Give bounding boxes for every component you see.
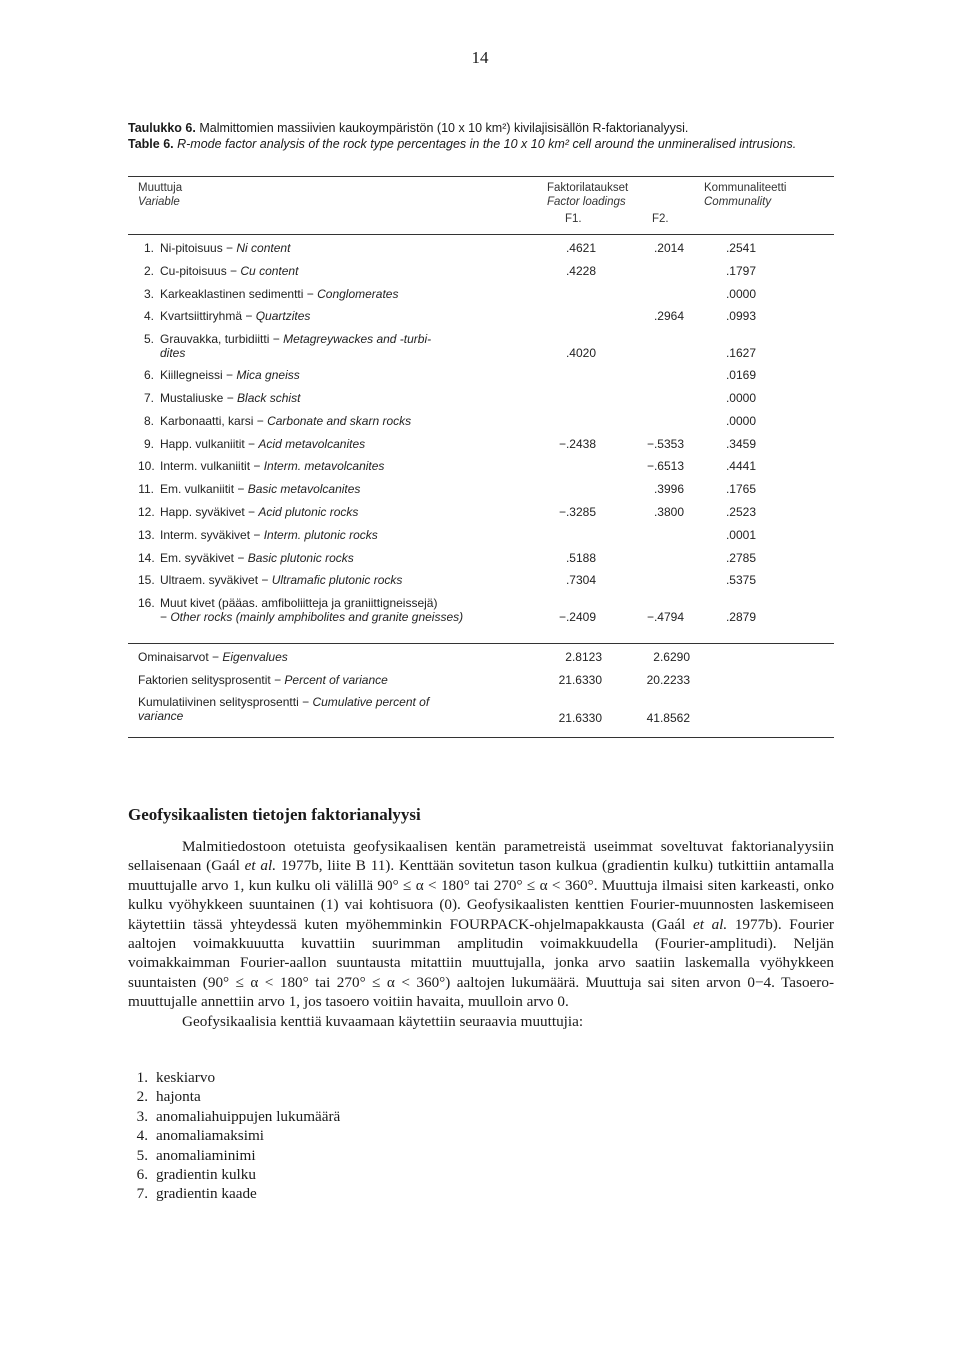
section-body bbox=[128, 837, 834, 1031]
communality: .0993 bbox=[725, 309, 756, 324]
factor-table bbox=[138, 241, 838, 632]
f2-loading: .2014 bbox=[653, 241, 684, 255]
f2-loading: −.4794 bbox=[646, 610, 684, 625]
table-row: 1. Ni-pitoisuus − Ni content .4621 .2014 .2541 bbox=[143, 241, 756, 255]
f2-value: 41.8562 bbox=[646, 711, 690, 725]
table-row: 4. Kvartsiittiryhmä − Quartzites .2964 .0993 bbox=[143, 309, 756, 324]
communality: .2879 bbox=[725, 610, 756, 625]
table-row: 9. Happ. vulkaniitit − Acid metavolcanites −.2438 −.5353 .3459 bbox=[143, 436, 756, 451]
section-heading: Geofysikaalisten tietojen faktorianalyysi bbox=[128, 805, 421, 824]
communality: .5375 bbox=[725, 573, 756, 588]
communality: .2541 bbox=[725, 241, 756, 255]
column-header-loadings-en: Factor loadings bbox=[547, 196, 626, 208]
f1-loading: −.2409 bbox=[558, 610, 596, 625]
column-header-variable-en: Variable bbox=[138, 196, 180, 208]
stats-label: Ominaisarvot − Eigenvalues bbox=[138, 650, 288, 664]
caption-text-en: R-mode factor analysis of the rock type percentages in the 10 x 10 km² cell around the unmineralised intrusions. bbox=[177, 137, 797, 151]
column-header-communality-en: Communality bbox=[704, 196, 772, 208]
table-caption-fi bbox=[128, 121, 834, 137]
communality: .0169 bbox=[725, 368, 756, 383]
communality: .0000 bbox=[725, 286, 756, 301]
column-header-communality-fi: Kommunaliteetti bbox=[704, 182, 787, 194]
list-item: 4. anomaliamaksimi bbox=[136, 1127, 264, 1145]
communality: .3459 bbox=[725, 436, 756, 451]
f1-loading: .7304 bbox=[565, 573, 596, 588]
variable-list bbox=[128, 1068, 340, 1204]
communality: .2785 bbox=[725, 550, 756, 565]
table-row: 16. Muut kivet (pääas. amfiboliitteja ja graniittigneissejä) − Other rocks (mainly amphibolites and granite gneisses) −.2409 −.4794 .2879 bbox=[138, 596, 756, 625]
f1-loading: −.2438 bbox=[558, 436, 596, 451]
stats-label: Kumulatiivinen selitysprosentti − Cumulative percent of variance bbox=[138, 695, 430, 723]
list-item: 1. keskiarvo bbox=[136, 1069, 216, 1086]
caption-label-fi: Taulukko 6. bbox=[128, 121, 196, 135]
column-header-f1: F1. bbox=[565, 213, 582, 225]
table-stats-rule bbox=[128, 643, 834, 644]
table-row: 13. Interm. syväkivet − Interm. plutonic rocks .0001 bbox=[138, 527, 756, 542]
f2-value: 20.2233 bbox=[646, 672, 690, 687]
communality: .1797 bbox=[725, 263, 756, 278]
table-top-rule bbox=[128, 176, 834, 177]
paragraph: Geofysikaalisia kenttiä kuvaamaan käytettiin seuraavia muuttujia: bbox=[182, 1012, 584, 1030]
communality: .0001 bbox=[725, 527, 756, 542]
table-row: 7. Mustaliuske − Black schist .0000 bbox=[143, 390, 756, 405]
communality: .1765 bbox=[725, 482, 756, 497]
table-caption-en bbox=[128, 137, 834, 153]
table-row: 5. Grauvakka, turbidiitti − Metagreywackes and -turbi- dites .4020 .1627 bbox=[143, 332, 756, 361]
column-header-loadings-fi: Faktorilataukset bbox=[547, 182, 629, 194]
table-row: 10. Interm. vulkaniitit − Interm. metavolcanites −.6513 .4441 bbox=[138, 459, 756, 474]
table-row: 15. Ultraem. syväkivet − Ultramafic plutonic rocks .7304 .5375 bbox=[138, 573, 756, 588]
table-row: 11. Em. vulkaniitit − Basic metavolcanites .3996 .1765 bbox=[138, 482, 756, 497]
f1-value: 21.6330 bbox=[558, 711, 602, 725]
communality: .1627 bbox=[725, 346, 756, 361]
column-header-f2: F2. bbox=[652, 213, 669, 225]
f1-value: 2.8123 bbox=[565, 650, 602, 664]
communality: .0000 bbox=[725, 413, 756, 428]
f2-loading: −.6513 bbox=[646, 459, 684, 474]
f2-loading: −.5353 bbox=[646, 436, 684, 451]
f1-loading: .5188 bbox=[565, 550, 596, 565]
f2-loading: .3800 bbox=[653, 504, 684, 519]
stats-row bbox=[138, 650, 838, 673]
caption-label-en: Table 6. bbox=[128, 137, 174, 151]
communality: .4441 bbox=[725, 459, 756, 474]
f2-value: 2.6290 bbox=[653, 650, 690, 664]
stats-label: Faktorien selitysprosentit − Percent of variance bbox=[138, 672, 388, 687]
table-row: 14. Em. syväkivet − Basic plutonic rocks .5188 .2785 bbox=[138, 550, 756, 565]
table-row: 12. Happ. syväkivet − Acid plutonic rocks −.3285 .3800 .2523 bbox=[138, 504, 756, 519]
stats-row bbox=[138, 673, 838, 696]
stats-row bbox=[138, 695, 838, 727]
table-header-rule bbox=[128, 234, 834, 235]
f1-loading: .4621 bbox=[565, 241, 596, 255]
communality: .0000 bbox=[725, 390, 756, 405]
f2-loading: .3996 bbox=[653, 482, 684, 497]
column-header-variable bbox=[138, 181, 182, 209]
column-header-loadings bbox=[547, 181, 628, 209]
table-row: 3. Karkeaklastinen sedimentti − Conglomerates .0000 bbox=[143, 286, 756, 301]
list-item: 6. gradientin kulku bbox=[136, 1166, 256, 1184]
table-row: 6. Kiillegneissi − Mica gneiss .0169 bbox=[143, 368, 756, 383]
f1-value: 21.6330 bbox=[558, 672, 602, 687]
communality: .2523 bbox=[725, 504, 756, 519]
table-row: 2. Cu-pitoisuus − Cu content .4228 .1797 bbox=[143, 263, 756, 278]
list-item: 5. anomaliaminimi bbox=[136, 1146, 256, 1164]
list-item: 7. gradientin kaade bbox=[136, 1185, 257, 1203]
column-header-communality bbox=[704, 181, 786, 209]
paragraph: Malmitiedostoon otetuista geofysikaalisen kentän parametreistä useimmat soveltuvat faktorianalyysiin sellaisenaan (Gaál et al. 1977b, liite B 11). Kenttään sovitetun tason kulkua (gradientin kulku) tutkittiin antamalla muuttujalle arvo 1, kun kulku oli välillä 90° ≤ α < 180° tai 270° ≤ α < 360°. Muuttuja ilmaisi siten karkeasti, onko kulku vyöhykkeen suuntainen (1) vai kohtisuora (0). Geofysikaalisten kenttien Fourier-muunnosten laskemiseen käytettiin tässä yhteydessä kuten myöhemminkin FOURPACK-ohjelmapakkausta (Gaál et al. 1977b). Fourier aaltojen voimakkuuutta kuvattiin suurimman amplitudin voimakkuudella (Fourier-amplitudi). Neljän voimakkaimman Fourier-aallon suuntausta mitattiin muuttujalla, jonka arvo saatiin laskemalla vyöhykkeen suuntaisten (90° ≤ α < 180° tai 270° ≤ α < 360°) aaltojen lukumäärä. Muuttuja sai siten arvon 0−4. Tasoero-muuttujalle annettiin arvo 1, jos tasoero voitiin havaita, muulloin arvo 0. bbox=[128, 838, 834, 1011]
f1-loading: −.3285 bbox=[558, 504, 596, 519]
f1-loading: .4228 bbox=[565, 263, 596, 278]
page-number: 14 bbox=[471, 48, 489, 67]
column-header-variable-fi: Muuttuja bbox=[138, 182, 183, 194]
f1-loading: .4020 bbox=[565, 346, 596, 361]
caption-text-fi: Malmittomien massiivien kaukoympäristön (10 x 10 km²) kivilajisisällön R-faktorianalyysi. bbox=[199, 121, 689, 135]
list-item: 3. anomaliahuippujen lukumäärä bbox=[136, 1107, 341, 1125]
list-item: 2. hajonta bbox=[136, 1088, 201, 1106]
f2-loading: .2964 bbox=[653, 309, 684, 324]
table-bottom-rule bbox=[128, 737, 834, 738]
table-row: 8. Karbonaatti, karsi − Carbonate and skarn rocks .0000 bbox=[143, 413, 756, 428]
factor-statistics bbox=[138, 650, 838, 727]
